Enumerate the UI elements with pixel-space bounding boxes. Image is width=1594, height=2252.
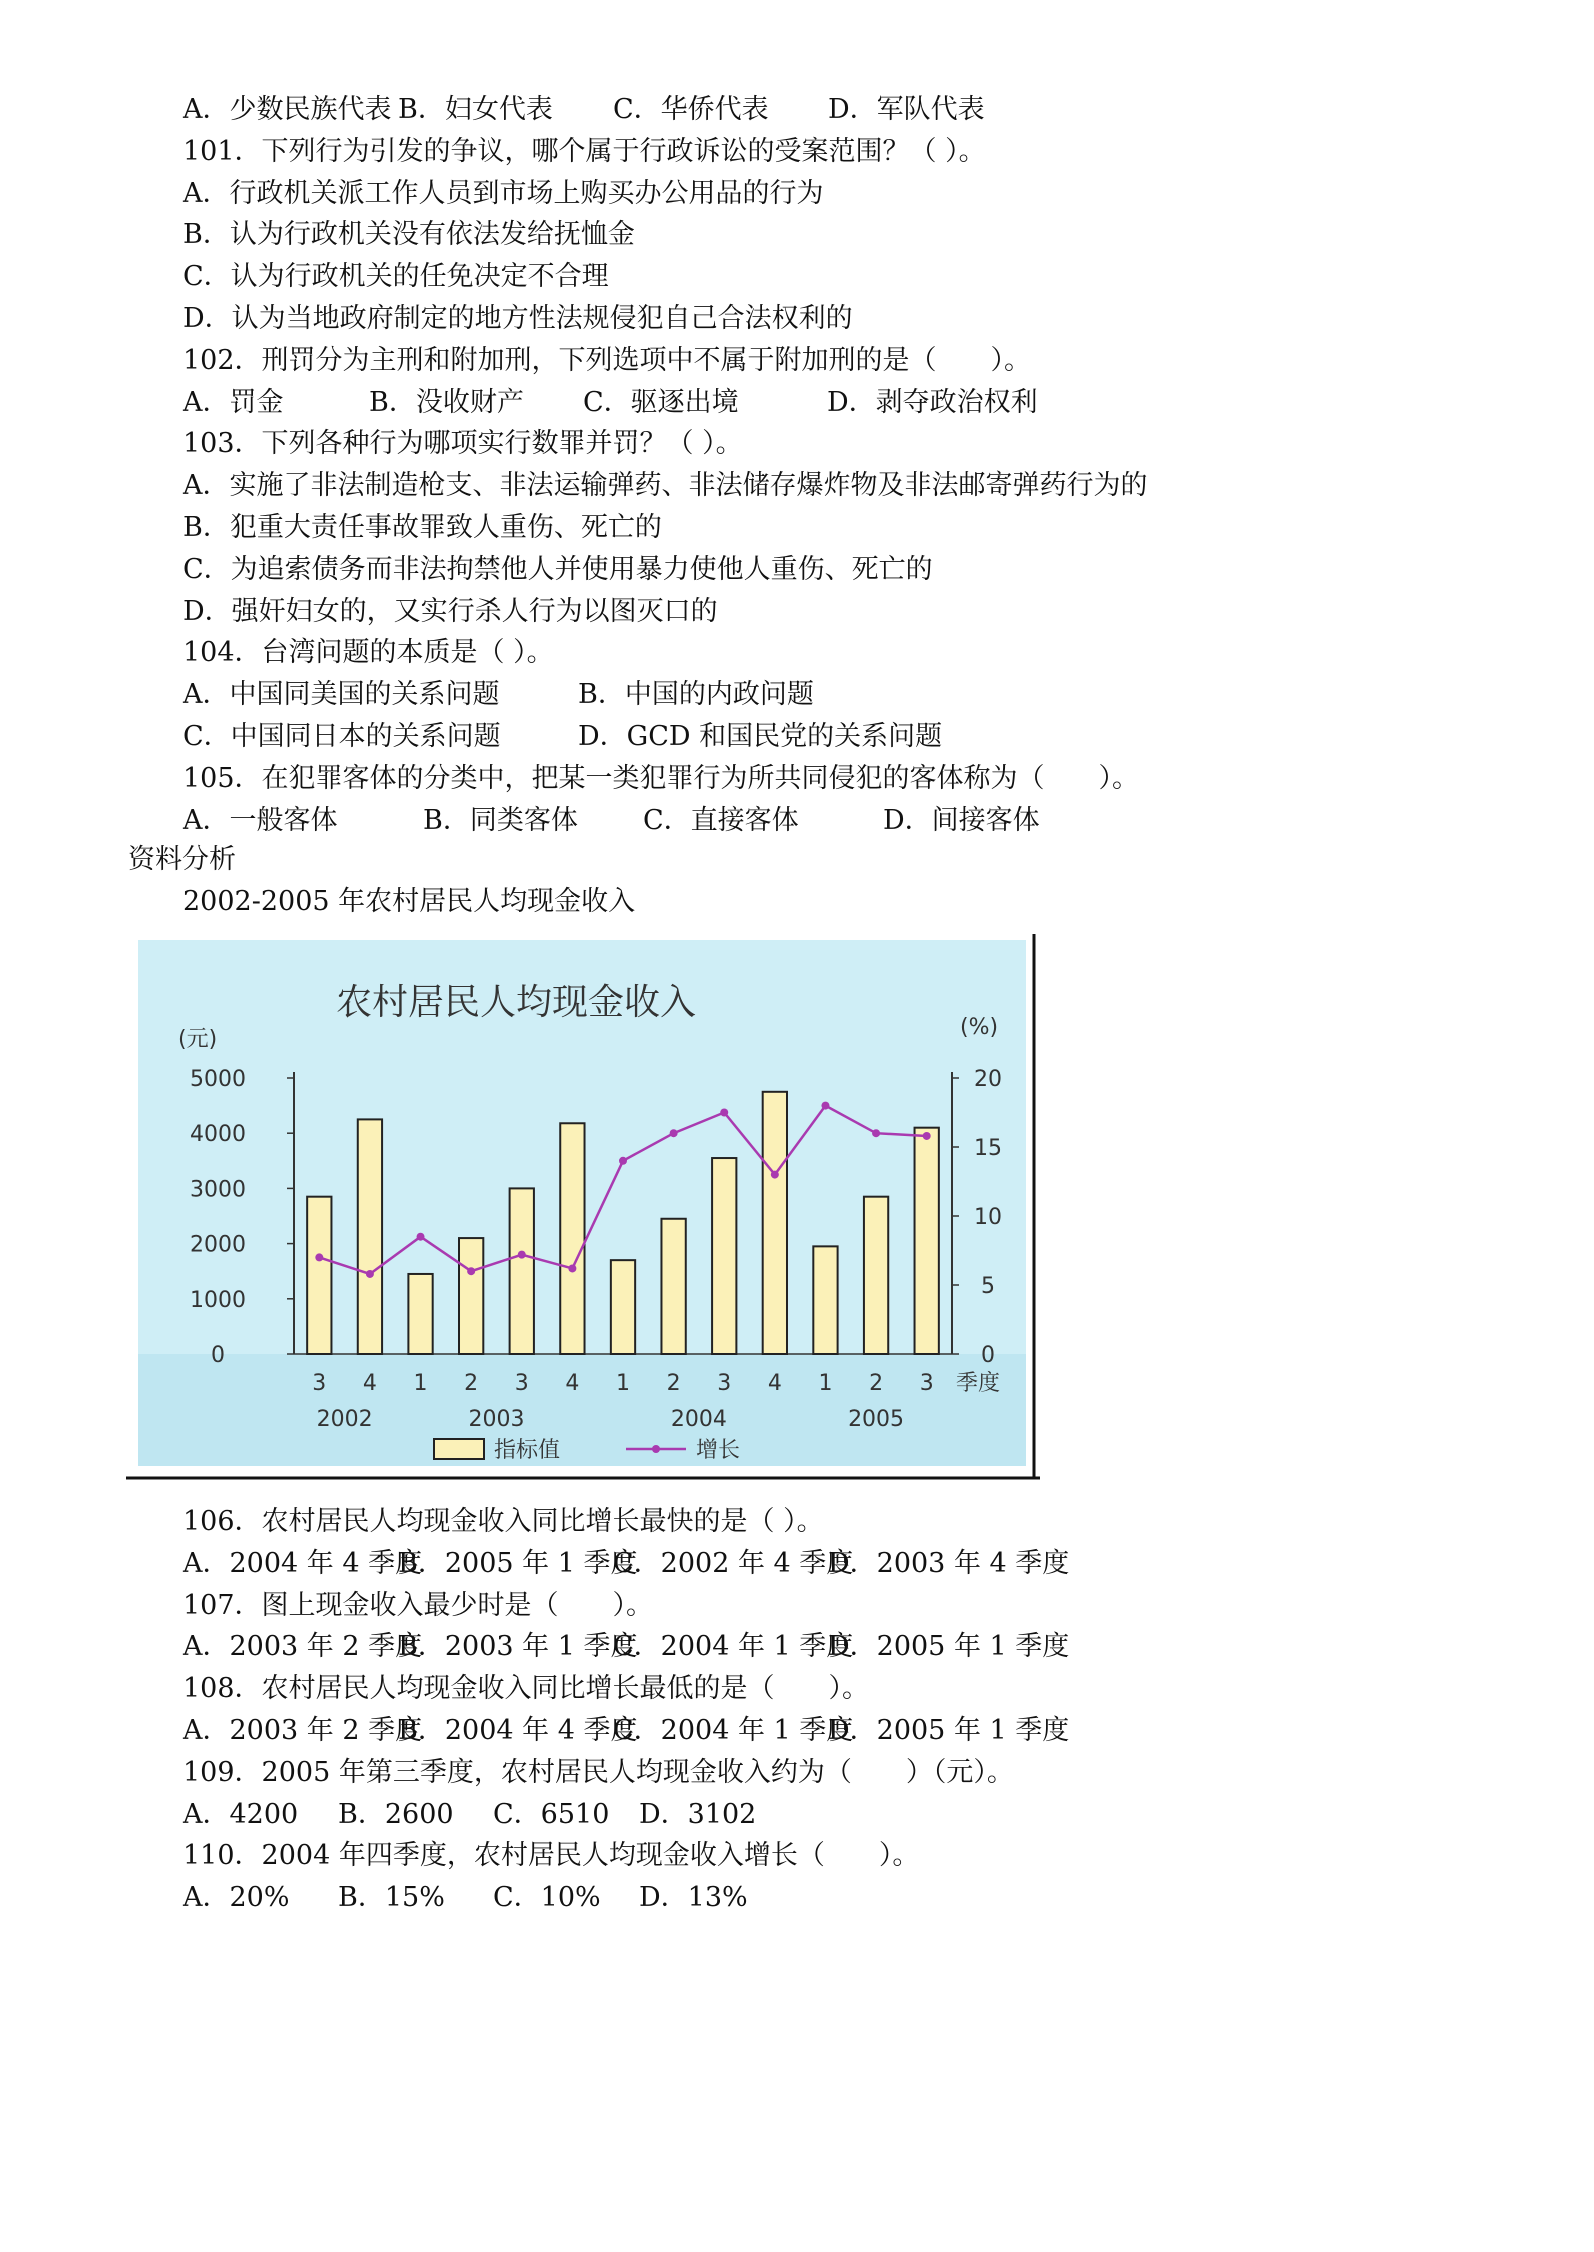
answer-option: B．同类客体 (423, 804, 578, 836)
answer-option: B．2600 (338, 1798, 454, 1830)
right-axis-unit: (%) (960, 1015, 999, 1040)
answer-option: D．剥夺政治权利 (827, 386, 1038, 418)
question-line: 102．刑罚分为主刑和附加刑，下列选项中不属于附加刑的是（ ）。 (183, 344, 1032, 376)
quarter-label: 3 (514, 1371, 529, 1396)
question-line: 104．台湾问题的本质是（ ）。 (183, 637, 554, 669)
answer-option: C．2004 年 1 季度 (613, 1631, 854, 1663)
question-line: D．强奸妇女的，又实行杀人行为以图灭口的 (183, 595, 718, 627)
income-bar (560, 1123, 584, 1354)
income-chart (126, 934, 1040, 1486)
section-heading: 资料分析 (128, 844, 236, 875)
income-bar (611, 1260, 635, 1354)
year-label: 2005 (848, 1407, 905, 1432)
income-bar (661, 1219, 685, 1354)
answer-option: D．3102 (639, 1798, 757, 1830)
quarter-label: 2 (869, 1371, 884, 1396)
quarter-label: 1 (413, 1371, 428, 1396)
answer-option: B．妇女代表 (398, 94, 553, 125)
answer-option: A．4200 (183, 1798, 299, 1830)
left-tick-label: 1000 (190, 1287, 246, 1313)
quarter-label: 4 (565, 1371, 580, 1396)
growth-point (670, 1129, 678, 1137)
answer-option: B．中国的内政问题 (578, 679, 814, 711)
answer-option: C．10% (493, 1882, 601, 1914)
left-axis-unit: (元) (178, 1027, 218, 1052)
quarter-label: 3 (919, 1371, 934, 1396)
growth-point (720, 1109, 728, 1117)
answer-option: D．GCD 和国民党的关系问题 (578, 721, 943, 752)
quarter-label: 1 (818, 1371, 833, 1396)
question-line: 109．2005 年第三季度，农村居民人均现金收入约为（ ）（元）。 (183, 1756, 1014, 1788)
chart-svg (126, 934, 1040, 1486)
answer-option: A．罚金 (183, 386, 284, 418)
income-bar (864, 1197, 888, 1354)
growth-point (366, 1270, 374, 1278)
income-bar (763, 1092, 787, 1354)
question-line: D．认为当地政府制定的地方性法规侵犯自己合法权利的 (183, 303, 853, 334)
income-bar (459, 1238, 483, 1354)
answer-option: A．少数民族代表 (183, 94, 392, 125)
income-bar (307, 1197, 331, 1354)
answer-option: B．2005 年 1 季度 (398, 1547, 638, 1579)
answer-option: A．2004 年 4 季度 (183, 1547, 423, 1579)
income-bar (915, 1128, 939, 1354)
income-bar (813, 1246, 837, 1354)
quarter-label: 4 (362, 1371, 377, 1396)
answer-option: A．一般客体 (183, 804, 338, 836)
answer-option: A．2003 年 2 季度 (183, 1715, 423, 1746)
income-bar (408, 1274, 432, 1354)
question-line: A．实施了非法制造枪支、非法运输弹药、非法储存爆炸物及非法邮寄弹药行为的 (183, 470, 1148, 502)
answer-option: D．2003 年 4 季度 (828, 1547, 1070, 1579)
growth-point (821, 1102, 829, 1110)
quarter-unit-label: 季度 (956, 1371, 1001, 1396)
answer-option: B．15% (338, 1882, 445, 1914)
legend-line-marker (652, 1445, 660, 1453)
left-tick-label: 3000 (190, 1177, 246, 1203)
answer-option: C．华侨代表 (613, 94, 769, 125)
answer-option: C．2002 年 4 季度 (613, 1547, 854, 1579)
answer-option: D．2005 年 1 季度 (828, 1631, 1070, 1663)
growth-point (467, 1267, 475, 1275)
answer-option: A．2003 年 2 季度 (183, 1631, 423, 1663)
right-tick-label: 5 (981, 1274, 995, 1299)
growth-point (518, 1251, 526, 1259)
question-line: A．行政机关派工作人员到市场上购买办公用品的行为 (183, 177, 824, 209)
question-line: 101．下列行为引发的争议，哪个属于行政诉讼的受案范围？（ ）。 (183, 135, 986, 167)
growth-point (771, 1171, 779, 1179)
question-line: 106．农村居民人均现金收入同比增长最快的是（ ）。 (183, 1506, 824, 1537)
answer-option: C．中国同日本的关系问题 (183, 721, 501, 752)
legend-bar-label: 指标值 (494, 1438, 561, 1463)
income-bar (510, 1188, 534, 1354)
right-tick-label: 15 (974, 1136, 1002, 1161)
question-line: B．犯重大责任事故罪致人重伤、死亡的 (183, 512, 662, 543)
growth-point (417, 1233, 425, 1241)
quarter-label: 3 (312, 1371, 327, 1396)
quarter-label: 1 (616, 1371, 630, 1396)
left-tick-label: 0 (211, 1343, 225, 1368)
answer-option: D．13% (639, 1882, 748, 1914)
quarter-label: 2 (464, 1371, 479, 1396)
income-bar (712, 1158, 736, 1354)
quarter-label: 4 (767, 1371, 782, 1396)
growth-point (619, 1157, 627, 1165)
answer-option: D．2005 年 1 季度 (828, 1715, 1070, 1746)
question-line: B．认为行政机关没有依法发给抚恤金 (183, 219, 635, 251)
growth-point (923, 1132, 931, 1140)
year-label: 2002 (316, 1407, 373, 1432)
question-line: 108．农村居民人均现金收入同比增长最低的是（ ）。 (183, 1673, 870, 1705)
question-line: 110．2004 年四季度，农村居民人均现金收入增长（ ）。 (183, 1840, 920, 1872)
right-tick-label: 0 (981, 1343, 995, 1368)
question-line: 105．在犯罪客体的分类中，把某一类犯罪行为所共同侵犯的客体称为（ ）。 (183, 762, 1140, 794)
answer-option: A．20% (183, 1882, 290, 1914)
legend-bar-swatch (434, 1439, 484, 1459)
chart-title: 农村居民人均现金收入 (335, 982, 697, 1023)
left-tick-label: 4000 (190, 1122, 246, 1148)
year-label: 2003 (468, 1407, 525, 1432)
right-tick-label: 10 (974, 1205, 1002, 1230)
answer-option: C．2004 年 1 季度 (613, 1715, 854, 1746)
question-line: C．为追索债务而非法拘禁他人并使用暴力使他人重伤、死亡的 (183, 553, 933, 585)
chart-caption: 2002-2005 年农村居民人均现金收入 (183, 886, 636, 917)
income-bar (358, 1119, 382, 1354)
answer-option: A．中国同美国的关系问题 (183, 679, 500, 711)
quarter-label: 3 (717, 1371, 732, 1396)
left-tick-label: 5000 (190, 1067, 246, 1092)
question-line: C．认为行政机关的任免决定不合理 (183, 261, 609, 293)
answer-option: B．2004 年 4 季度 (398, 1715, 638, 1746)
question-line: 103．下列各种行为哪项实行数罪并罚？（ ）。 (183, 428, 743, 460)
legend-line-label: 增长 (696, 1438, 741, 1463)
left-tick-label: 2000 (190, 1232, 246, 1258)
growth-point (568, 1264, 576, 1272)
growth-point (872, 1129, 880, 1137)
answer-option: C．6510 (493, 1798, 610, 1830)
right-tick-label: 20 (974, 1067, 1002, 1092)
year-label: 2004 (670, 1407, 727, 1432)
answer-option: B．没收财产 (369, 386, 524, 418)
answer-option: D．间接客体 (883, 804, 1040, 836)
question-line: 107．图上现金收入最少时是（ ）。 (183, 1589, 654, 1621)
quarter-label: 2 (666, 1371, 681, 1396)
answer-option: C．驱逐出境 (583, 386, 739, 418)
answer-option: B．2003 年 1 季度 (398, 1631, 638, 1663)
answer-option: D．军队代表 (828, 94, 985, 125)
answer-option: C．直接客体 (643, 804, 799, 836)
growth-point (315, 1253, 323, 1261)
